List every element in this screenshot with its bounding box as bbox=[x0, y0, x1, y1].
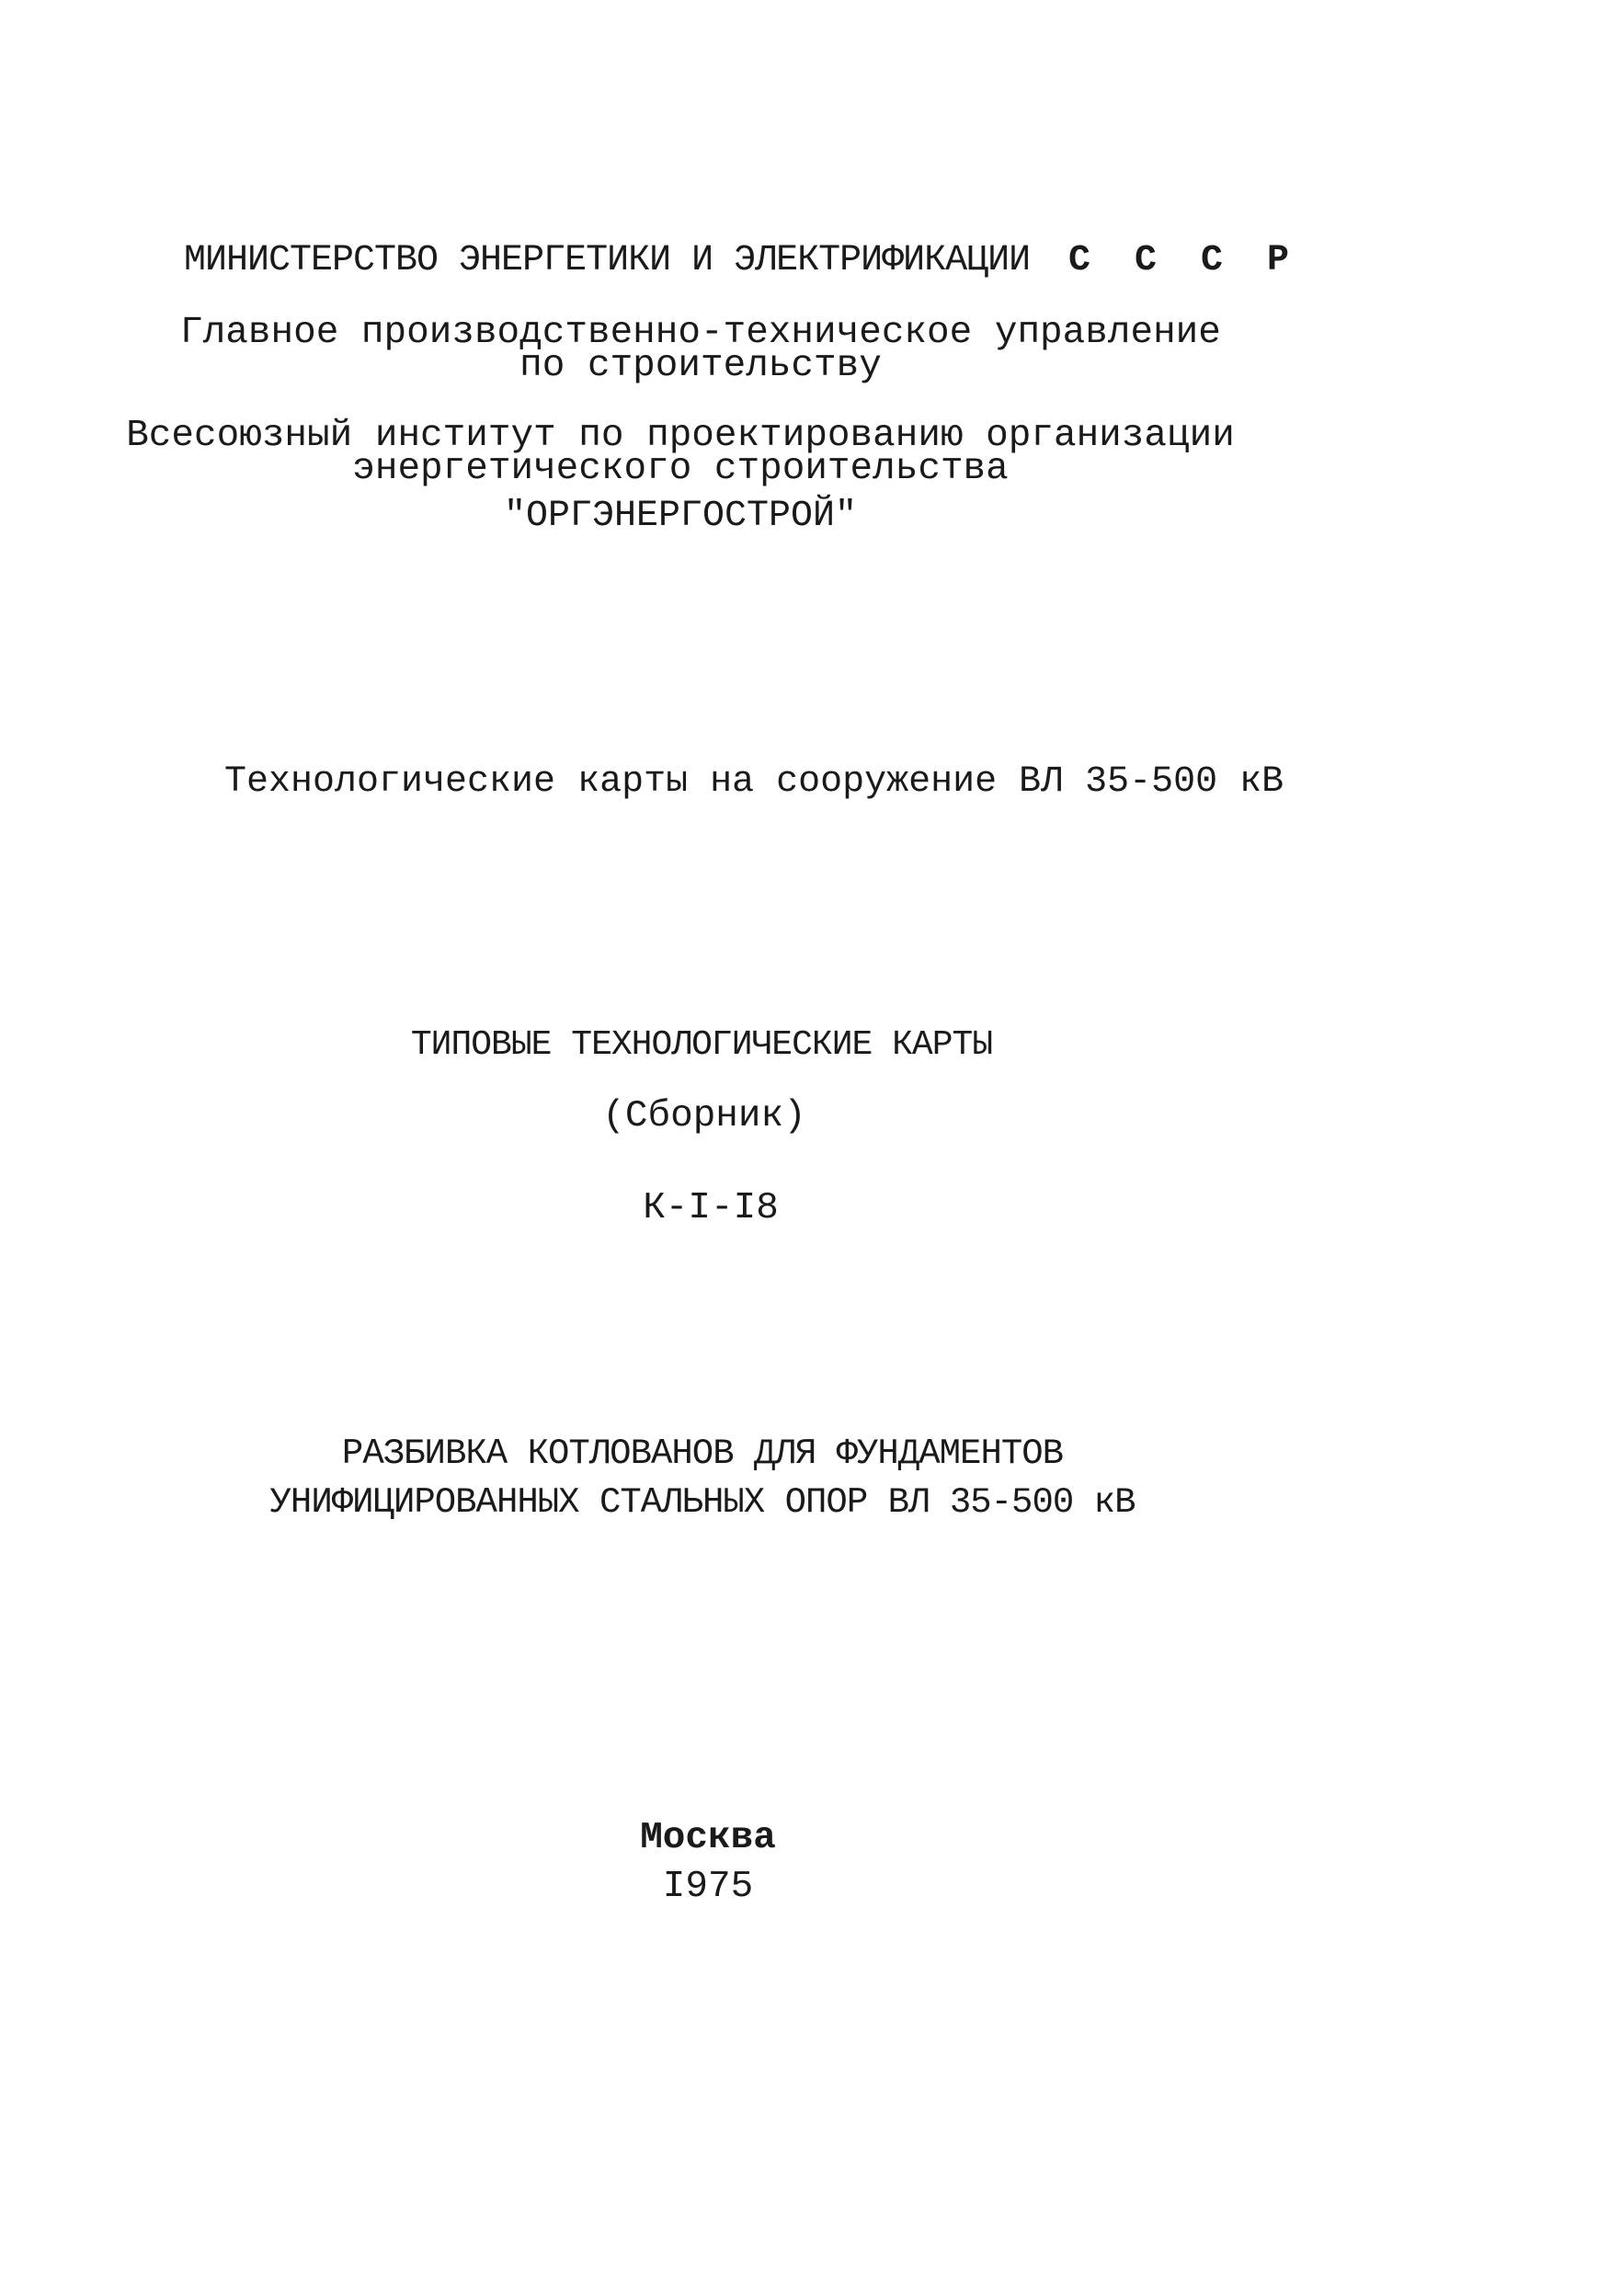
series-title: Технологические карты на сооружение ВЛ 35-500 кВ bbox=[224, 761, 1284, 803]
imprint-city: Москва bbox=[640, 1817, 776, 1859]
main-title-line-1: РАЗБИВКА КОТЛОВАНОВ ДЛЯ ФУНДАМЕНТОВ bbox=[341, 1434, 1064, 1474]
department-line-1: Главное производственно-техническое управление bbox=[180, 312, 1221, 354]
collection-subtitle: (Сборник) bbox=[602, 1095, 806, 1137]
department-line-2: по строительству bbox=[519, 345, 882, 387]
institute-line-1: Всесоюзный институт по проектированию организации bbox=[126, 415, 1235, 457]
institute-name: "ОРГЭНЕРГОСТРОЙ" bbox=[503, 496, 858, 537]
collection-title: ТИПОВЫЕ ТЕХНОЛОГИЧЕСКИЕ КАРТЫ bbox=[410, 1025, 993, 1065]
imprint-year: I975 bbox=[662, 1866, 754, 1908]
institute-line-2: энергетического строительства bbox=[352, 448, 1009, 490]
main-title-line-2: УНИФИЦИРОВАННЫХ СТАЛЬНЫХ ОПОР ВЛ 35-500 кВ bbox=[269, 1482, 1135, 1523]
collection-code: К-I-I8 bbox=[643, 1187, 779, 1229]
ministry-name: МИНИСТЕРСТВО ЭНЕРГЕТИКИ И ЭЛЕКТРИФИКАЦИИ bbox=[184, 240, 1031, 281]
country-name: С С С Р bbox=[1068, 240, 1301, 281]
